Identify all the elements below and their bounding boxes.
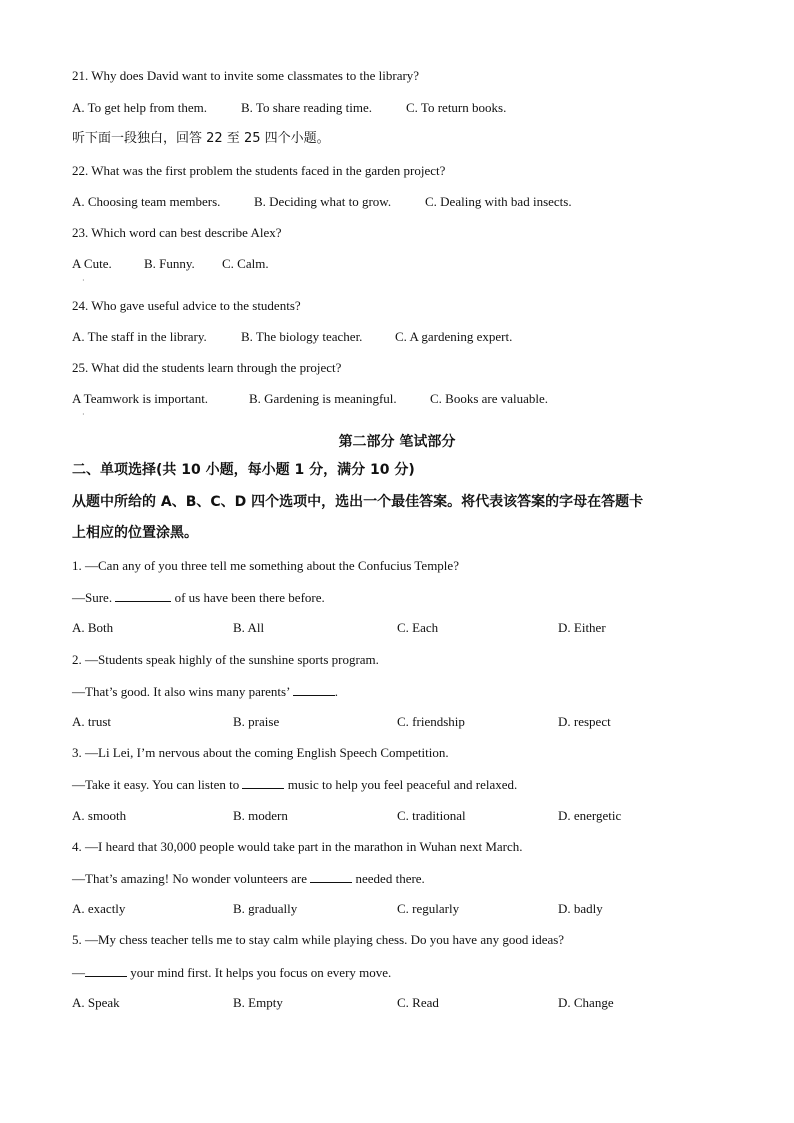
q22-option-b: B. Deciding what to grow.	[254, 194, 392, 209]
answer-blank	[293, 683, 335, 696]
question-22-stem: 22. What was the first problem the students faced in the garden project?	[72, 163, 446, 178]
q23-option-a: A Cute.	[72, 256, 112, 271]
q23-option-c: C. Calm.	[222, 256, 269, 271]
part-two-title: 第二部分 笔试部分	[338, 434, 456, 450]
mc-5-line-2	[72, 964, 391, 981]
q25-option-c: C. Books are valuable.	[430, 391, 549, 406]
mc-2-line-2	[72, 683, 338, 700]
answer-blank	[85, 964, 127, 977]
mc-2-option-a: A. trust	[72, 714, 111, 729]
mc-4-option-b: B. gradually	[233, 901, 298, 916]
mc-5-option-d: D. Change	[558, 995, 614, 1010]
q23-option-b: B. Funny.	[144, 256, 195, 271]
mc-3-text-before: —Take it easy. You can listen to	[72, 777, 243, 792]
answer-blank	[115, 589, 171, 602]
directions-line-2: 上相应的位置涂黑。	[72, 525, 198, 541]
q21-option-c: C. To return books.	[406, 100, 507, 115]
mc-1-text-after: of us have been there before.	[171, 590, 325, 605]
q21-option-b: B. To share reading time.	[241, 100, 372, 115]
question-23-stem: 23. Which word can best describe Alex?	[72, 225, 282, 240]
question-25-stem: 25. What did the students learn through the project?	[72, 360, 342, 375]
mc-4-text-before: —That’s amazing! No wonder volunteers are	[72, 871, 311, 886]
mc-1-line-2	[72, 589, 325, 606]
mc-5-option-c: C. Read	[397, 995, 439, 1010]
mc-2-line-1: 2. —Students speak highly of the sunshine sports program.	[72, 652, 379, 667]
mc-2-text-after: .	[334, 684, 338, 699]
mc-5-option-b: B. Empty	[233, 995, 283, 1010]
answer-blank	[242, 776, 284, 789]
section-heading: 二、单项选择(共 10 小题，每小题 1 分，满分 10 分)	[72, 462, 415, 478]
q25-option-b: B. Gardening is meaningful.	[249, 391, 397, 406]
mc-5-option-a: A. Speak	[72, 995, 120, 1010]
q21-option-a: A. To get help from them.	[72, 100, 207, 115]
mc-4-option-d: D. badly	[558, 901, 603, 916]
mc-3-line-2	[72, 776, 517, 793]
mc-3-line-1: 3. —Li Lei, I’m nervous about the coming English Speech Competition.	[72, 745, 449, 760]
mc-2-option-b: B. praise	[233, 714, 280, 729]
question-24-stem: 24. Who gave useful advice to the students?	[72, 298, 301, 313]
mc-1-option-b: B. All	[233, 620, 265, 635]
mc-3-option-b: B. modern	[233, 808, 288, 823]
mc-1-text-before: —Sure.	[72, 590, 116, 605]
mc-1-option-a: A. Both	[72, 620, 114, 635]
mc-1-line-1: 1. —Can any of you three tell me something about the Confucius Temple?	[72, 558, 459, 573]
stray-dot: ·	[82, 410, 85, 419]
mc-4-text-after: needed there.	[352, 871, 425, 886]
mc-5-text-after: your mind first. It helps you focus on every move.	[127, 965, 392, 980]
q22-option-a: A. Choosing team members.	[72, 194, 221, 209]
mc-3-option-a: A. smooth	[72, 808, 127, 823]
q24-option-b: B. The biology teacher.	[241, 329, 363, 344]
mc-2-option-d: D. respect	[558, 714, 611, 729]
mc-5-text-before: —	[72, 965, 85, 980]
mc-4-line-1: 4. —I heard that 30,000 people would take part in the marathon in Wuhan next March.	[72, 839, 523, 854]
q22-option-c: C. Dealing with bad insects.	[425, 194, 572, 209]
mc-2-option-c: C. friendship	[397, 714, 465, 729]
q24-option-a: A. The staff in the library.	[72, 329, 207, 344]
q24-option-c: C. A gardening expert.	[395, 329, 513, 344]
mc-5-line-1: 5. —My chess teacher tells me to stay calm while playing chess. Do you have any good ideas?	[72, 932, 565, 947]
mc-4-option-c: C. regularly	[397, 901, 460, 916]
q25-option-a: A Teamwork is important.	[72, 391, 209, 406]
mc-3-option-d: D. energetic	[558, 808, 622, 823]
mc-2-text-before: —That’s good. It also wins many parents’	[72, 684, 293, 699]
mc-4-option-a: A. exactly	[72, 901, 126, 916]
mc-4-line-2	[72, 870, 425, 887]
answer-blank	[310, 870, 352, 883]
directions-line-1: 从题中所给的 A、B、C、D 四个选项中，选出一个最佳答案。将代表该答案的字母在答题卡	[72, 494, 644, 510]
question-21-stem: 21. Why does David want to invite some classmates to the library?	[72, 68, 420, 83]
mc-1-option-d: D. Either	[558, 620, 606, 635]
stray-dot: ·	[82, 276, 85, 285]
mc-3-option-c: C. traditional	[397, 808, 466, 823]
mc-1-option-c: C. Each	[397, 620, 439, 635]
listening-instruction: 听下面一段独白，回答 22 至 25 四个小题。	[72, 131, 330, 146]
mc-3-text-after: music to help you feel peaceful and relaxed.	[284, 777, 518, 792]
